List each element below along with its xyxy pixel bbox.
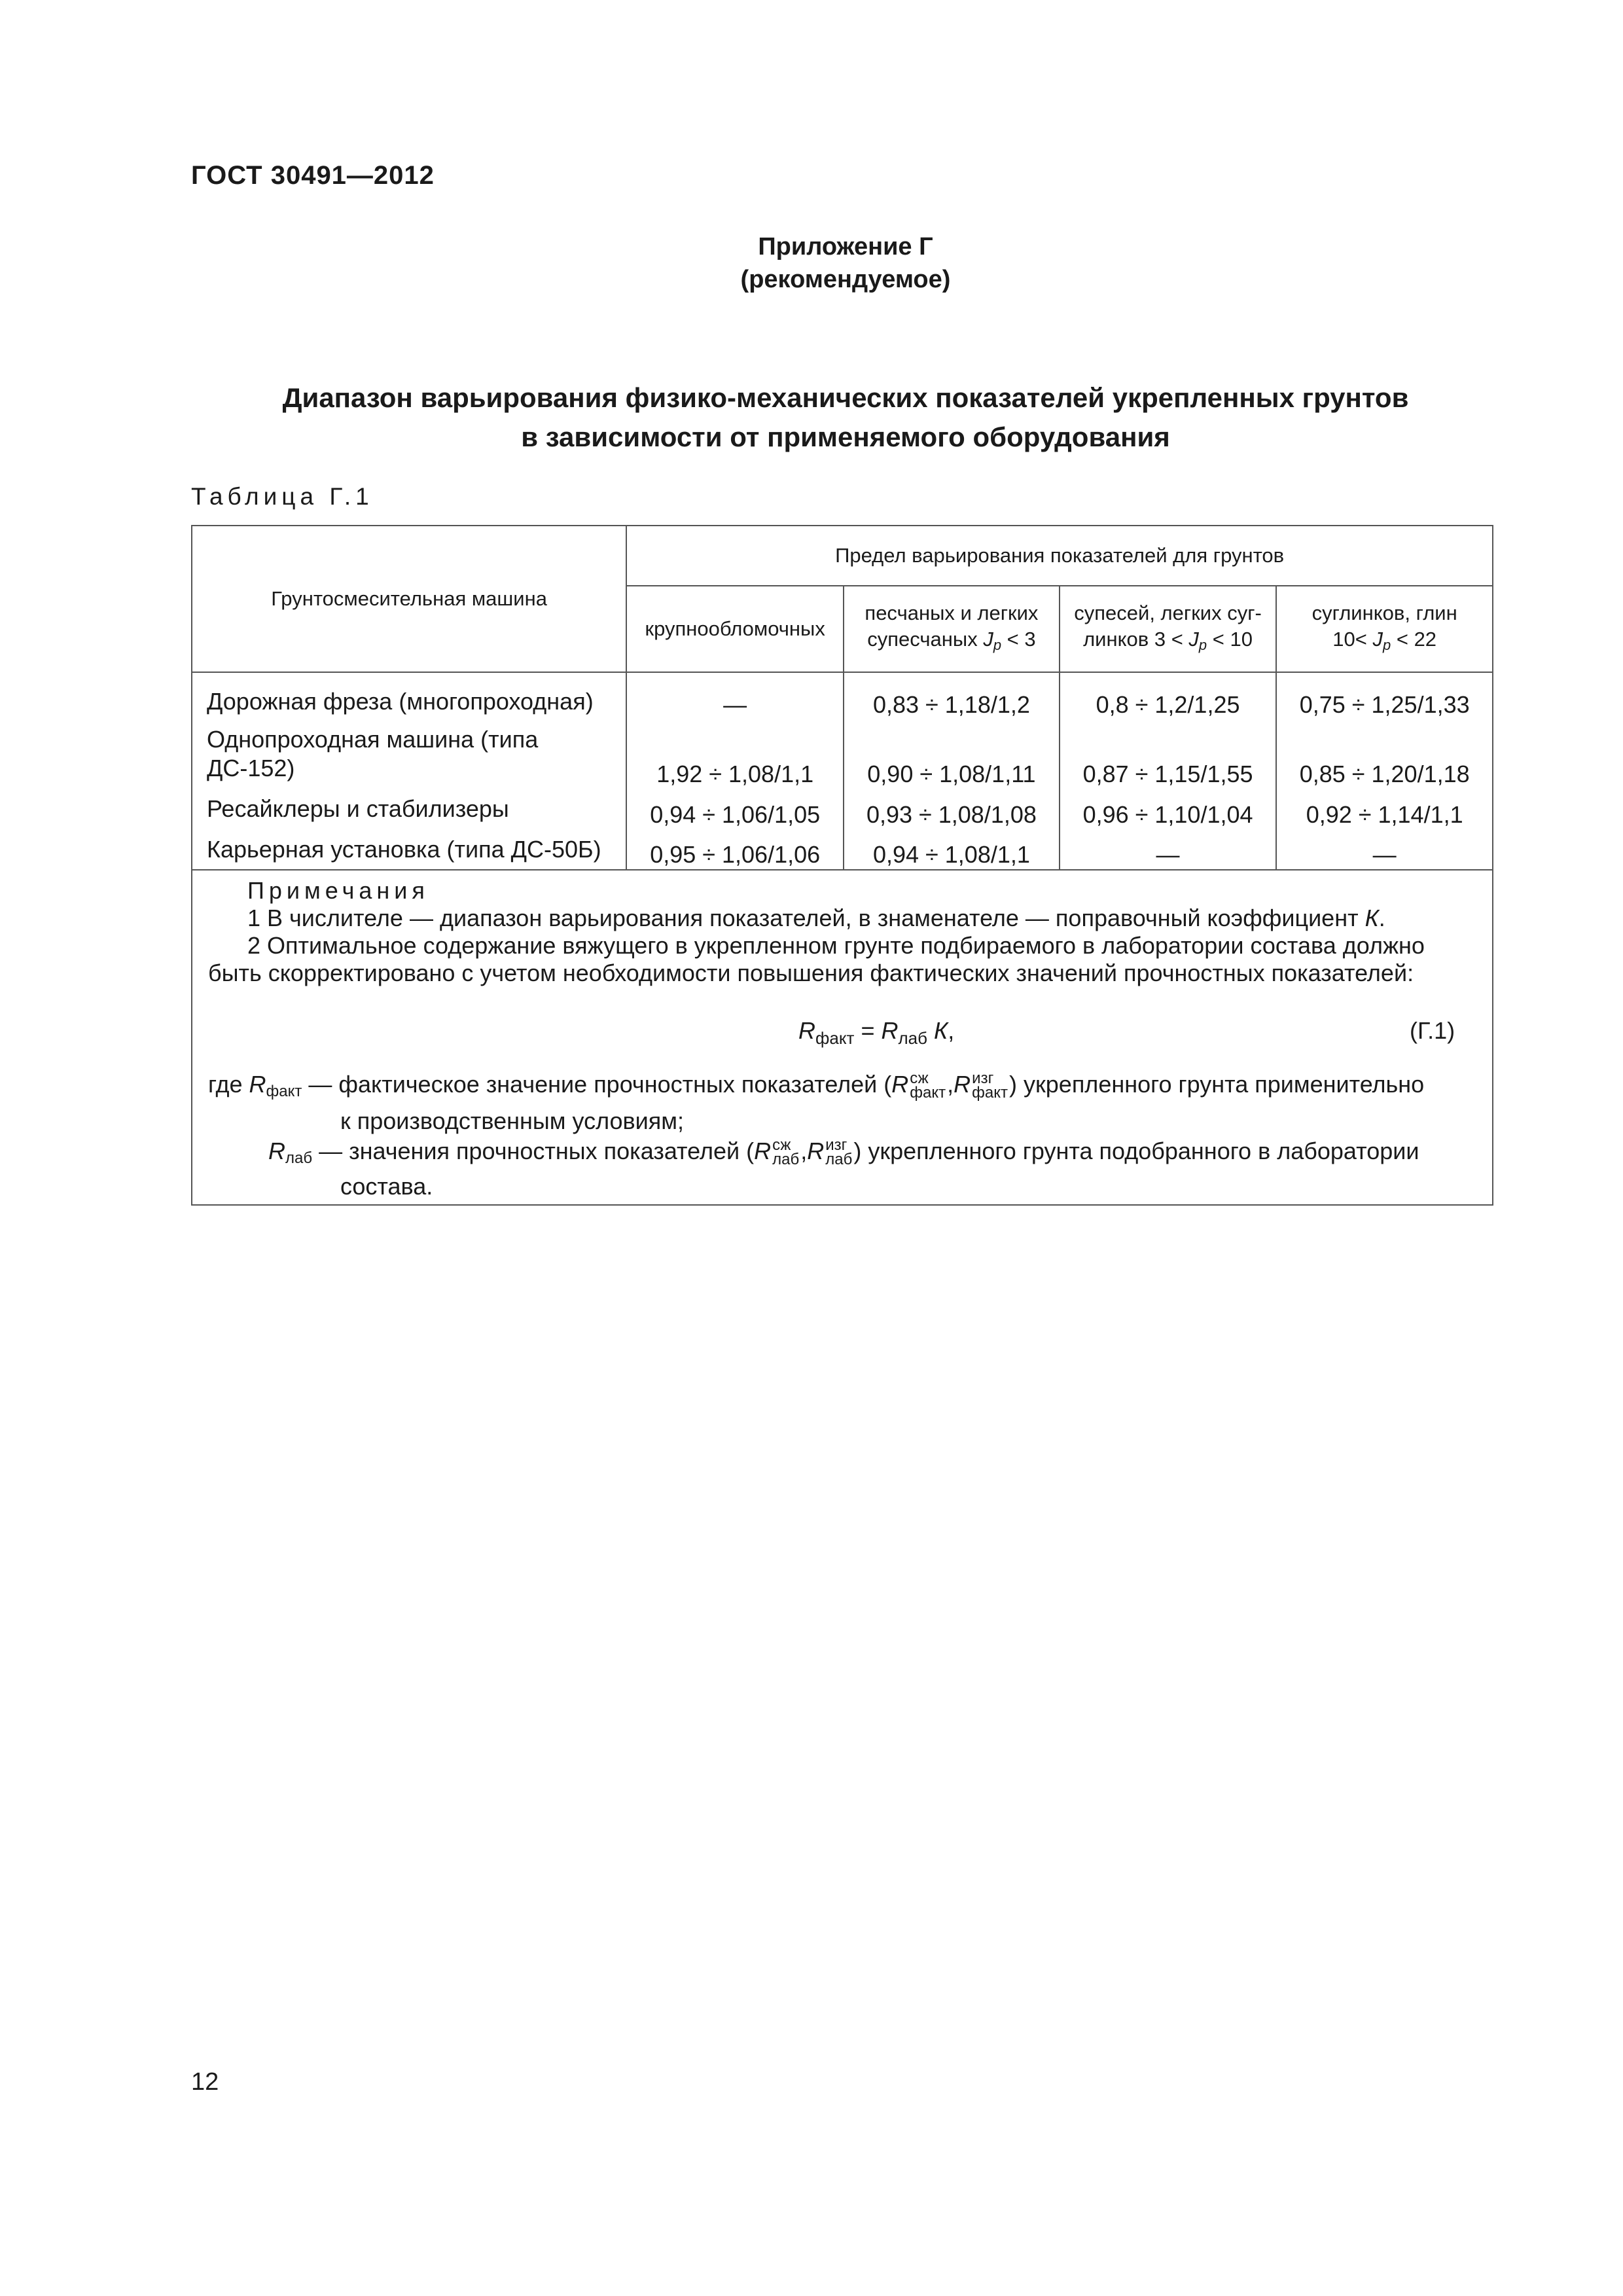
row-value: 0,92 ÷ 1,14/1,1 (1276, 789, 1493, 829)
row-value: 0,90 ÷ 1,08/1,11 (844, 719, 1060, 789)
title-line-1: Диапазон варьирования физико-механических показателей укрепленных грунтов (282, 382, 1409, 413)
note-1: 1 В числителе — диапазон варьирования показателей, в знаменателе — поправочный коэффициент К. (247, 905, 1385, 931)
row-machine: Однопроходная машина (типа ДС-152) (192, 719, 626, 789)
row-value: 0,94 ÷ 1,08/1,1 (844, 829, 1060, 870)
row-value: 0,93 ÷ 1,08/1,08 (844, 789, 1060, 829)
row-machine: Дорожная фреза (многопроходная) (192, 672, 626, 719)
document-id: ГОСТ 30491—2012 (191, 161, 435, 190)
row-value: — (1276, 829, 1493, 870)
header-machine: Грунтосмесительная машина (192, 526, 626, 672)
row-value: 0,8 ÷ 1,2/1,25 (1060, 672, 1277, 719)
page-number: 12 (191, 2068, 219, 2096)
header-col-1: крупнообломочных (626, 586, 844, 672)
table-label: Таблица Г.1 (191, 483, 374, 510)
where-line-2: Rлаб — значения прочностных показателей (R сж лаб ,R изг лаб ) укрепленного грунта подобранного в лаборатории (268, 1136, 1419, 1169)
row-value: 0,96 ÷ 1,10/1,04 (1060, 789, 1277, 829)
notes-cell (192, 870, 1493, 1205)
table-row (192, 789, 1493, 829)
header-col-3: супесей, легких суг- линков $3 < J_p < 10$ (1060, 586, 1277, 672)
table-row (192, 672, 1493, 719)
header-col-2: песчаных и легких супесчаных $J_p < 3$ (844, 586, 1060, 672)
note-2-line-2: быть скорректировано с учетом необходимости повышения фактических значений прочностных показателей: (208, 960, 1414, 986)
row-value: 0,87 ÷ 1,15/1,55 (1060, 719, 1277, 789)
row-machine: Карьерная установка (типа ДС-50Б) (192, 829, 626, 870)
header-group: Предел варьирования показателей для грунтов (626, 526, 1493, 586)
row-value: 0,94 ÷ 1,06/1,05 (626, 789, 844, 829)
row-value: 1,92 ÷ 1,08/1,1 (626, 719, 844, 789)
row-value: 0,75 ÷ 1,25/1,33 (1276, 672, 1493, 719)
row-machine: Ресайклеры и стабилизеры (192, 789, 626, 829)
notes-heading: Примечания (247, 877, 429, 904)
data-table (191, 525, 1493, 1206)
row-value: 0,85 ÷ 1,20/1,18 (1276, 719, 1493, 789)
where-line-2-cont: состава. (340, 1173, 433, 1200)
table-row (192, 719, 1493, 789)
where-line-1: где Rфакт — фактическое значение прочностных показателей (R сж факт ,R изг факт ) укрепленного грунта применительно (208, 1069, 1425, 1102)
where-line-1-cont: к производственным условиям; (340, 1107, 684, 1134)
note-2-line-1: 2 Оптимальное содержание вяжущего в укрепленном грунте подбираемого в лаборатории состава должно (247, 932, 1425, 959)
row-value: 0,95 ÷ 1,06/1,06 (626, 829, 844, 870)
section-title (191, 378, 1500, 457)
formula: $R_{факт} = R_{лаб}$ К, (798, 1017, 955, 1048)
title-line-2: в зависимости от применяемого оборудования (521, 422, 1170, 452)
appendix-status: (рекомендуемое) (740, 266, 951, 293)
appendix-name: Приложение Г (758, 233, 933, 260)
row-value: 0,83 ÷ 1,18/1,2 (844, 672, 1060, 719)
row-value: — (1060, 829, 1277, 870)
header-col-4: суглинков, глин $10< J_p < 22$ (1276, 586, 1493, 672)
table-row (192, 829, 1493, 870)
formula-number: (Г.1) (1410, 1017, 1455, 1044)
row-value: — (626, 672, 844, 719)
appendix-heading (191, 230, 1500, 296)
